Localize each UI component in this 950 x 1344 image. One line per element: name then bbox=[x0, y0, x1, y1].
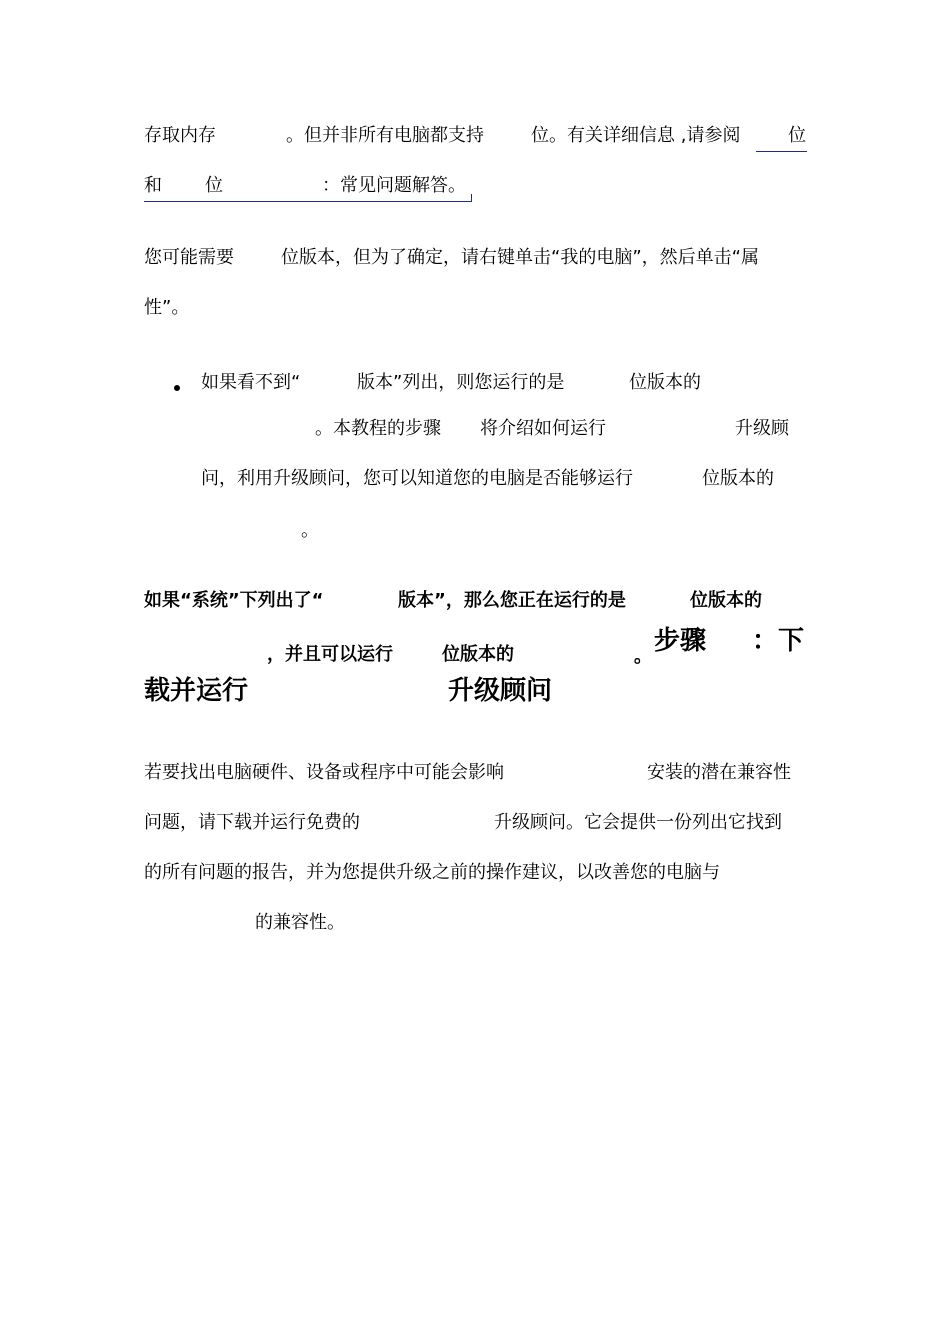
p4-text-d: 升级顾问。它会提供一份列出它找到 bbox=[494, 812, 782, 833]
p3-text-a: 如果“系统”下列出了“ bbox=[144, 590, 324, 611]
li-text-a: 如果看不到“ bbox=[201, 372, 301, 393]
p4-text-b: 安装的潜在兼容性 bbox=[647, 762, 791, 783]
link-underline-2 bbox=[144, 201, 472, 202]
p4-text-c: 问题，请下载并运行免费的 bbox=[144, 812, 360, 833]
li-text-f: 升级顾 bbox=[735, 418, 789, 439]
p1-link-text-g[interactable]: ：常见问题解答。 bbox=[322, 175, 466, 196]
step-heading-a: 步骤 bbox=[654, 626, 707, 656]
p1-link-text-f[interactable]: 位 bbox=[205, 175, 223, 196]
li-text-h: 位版本的 bbox=[702, 468, 774, 489]
p4-text-f: 的兼容性。 bbox=[255, 912, 345, 933]
p4-text-a: 若要找出电脑硬件、设备或程序中可能会影响 bbox=[144, 762, 504, 783]
p2-text-b: 位版本，但为了确定，请右键单击“我的电脑”，然后单击“属 bbox=[281, 247, 759, 268]
bullet-icon bbox=[174, 385, 180, 391]
step-heading-d: 升级顾问 bbox=[448, 676, 553, 706]
p1-link-text-d[interactable]: 位 bbox=[788, 125, 806, 146]
li-text-e: 将介绍如何运行 bbox=[480, 418, 606, 439]
p1-link-text-e[interactable]: 和 bbox=[144, 175, 162, 196]
li-text-b: 版本”列出，则您运行的是 bbox=[357, 372, 565, 393]
p1-text-b: 。但并非所有电脑都支持 bbox=[286, 125, 484, 146]
p4-text-e: 的所有问题的报告，并为您提供升级之前的操作建议，以改善您的电脑与 bbox=[144, 862, 720, 883]
li-text-c: 位版本的 bbox=[629, 372, 701, 393]
p3-text-d: ，并且可以运行 bbox=[267, 644, 393, 665]
step-heading-b: ：下 bbox=[752, 626, 805, 656]
li-text-d: 。本教程的步骤 bbox=[315, 418, 441, 439]
li-text-i: 。 bbox=[301, 520, 319, 541]
p3-text-b: 版本”，那么您正在运行的是 bbox=[398, 590, 626, 611]
link-underline-1 bbox=[756, 151, 807, 152]
p2-text-a: 您可能需要 bbox=[144, 247, 234, 268]
p3-text-f: 。 bbox=[634, 646, 652, 667]
p3-text-c: 位版本的 bbox=[690, 590, 762, 611]
p2-text-c: 性”。 bbox=[144, 297, 190, 318]
p1-text-a: 存取内存 bbox=[144, 125, 216, 146]
p3-text-e: 位版本的 bbox=[442, 644, 514, 665]
li-text-g: 问，利用升级顾问，您可以知道您的电脑是否能够运行 bbox=[201, 468, 633, 489]
step-heading-c: 载并运行 bbox=[144, 676, 249, 706]
p1-text-c: 位。有关详细信息 ,请参阅 bbox=[531, 125, 741, 146]
link-underline-end bbox=[471, 194, 472, 202]
